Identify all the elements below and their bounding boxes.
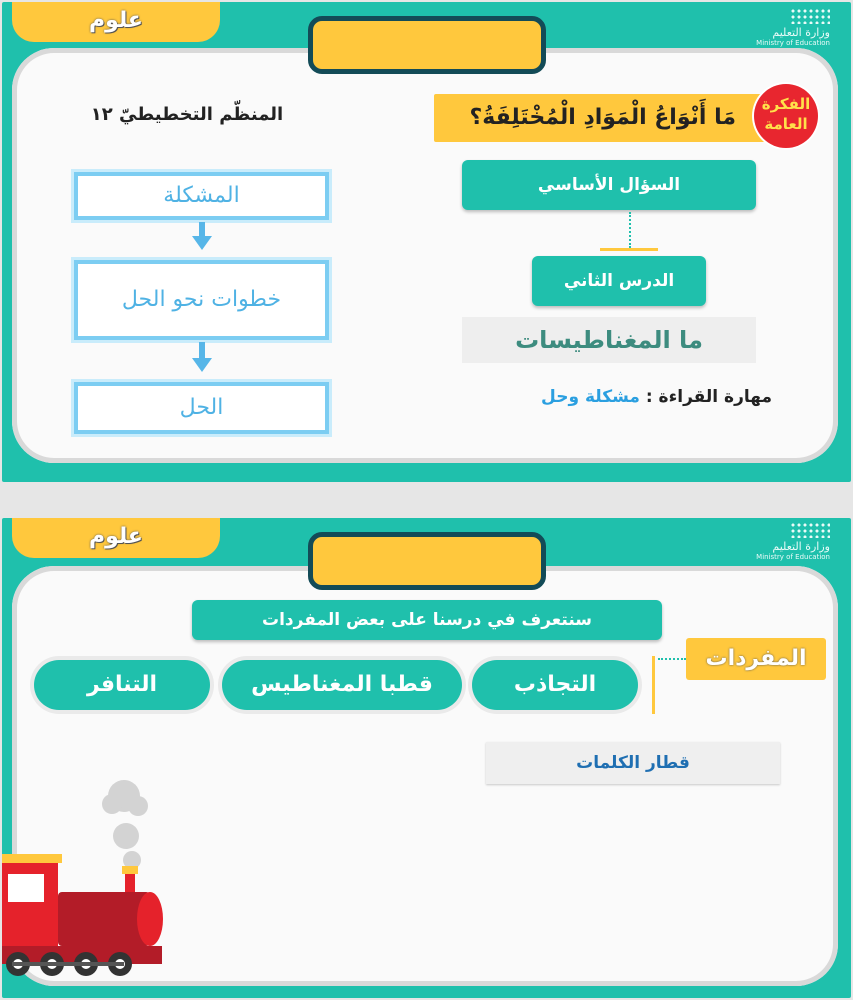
ministry-logo-icon <box>790 8 830 24</box>
ministry-logo <box>740 522 830 562</box>
intro-banner: سنتعرف في درسنا على بعض المفردات <box>192 600 662 640</box>
reading-skill-label: مهارة القراءة : <box>645 387 772 407</box>
reading-skill <box>472 382 772 412</box>
organizer-box-steps: خطوات نحو الحل <box>74 260 329 340</box>
vocab-connector <box>658 658 686 662</box>
big-idea-banner <box>434 94 796 142</box>
big-idea-question: مَا أَنْوَاعُ الْمَوَادِ الْمُخْتَلِفَةُ؟ <box>469 105 736 130</box>
slide-2 <box>2 518 851 998</box>
ministry-logo-icon <box>790 522 830 538</box>
flow-arrow-stem-1 <box>199 222 205 236</box>
lesson-title: ما المغناطيسات <box>462 317 756 363</box>
word-train-label: قطار الكلمات <box>486 742 780 784</box>
flow-arrow-down-icon <box>192 358 212 372</box>
lesson-title-box <box>308 532 546 590</box>
organizer-box-problem: المشكلة <box>74 172 329 220</box>
slide-1 <box>2 2 851 482</box>
lesson-number-button[interactable]: الدرس الثاني <box>532 256 706 306</box>
subject-tab: علوم <box>12 2 220 42</box>
reading-skill-value: مشكلة وحل <box>541 387 640 407</box>
ministry-name-en: Ministry of Education <box>756 553 830 561</box>
vocab-term-repulsion[interactable]: التنافر <box>34 660 210 710</box>
organizer-box-solution: الحل <box>74 382 329 434</box>
flow-arrow-down-icon <box>192 236 212 250</box>
connector-dotted <box>629 212 631 248</box>
ministry-logo <box>740 8 830 48</box>
vocab-term-magnet-poles[interactable]: قطبا المغناطيس <box>222 660 462 710</box>
flow-arrow-stem-2 <box>199 342 205 358</box>
ministry-name-en: Ministry of Education <box>756 39 830 47</box>
organizer-title: المنظّم التخطيطيّ ١٢ <box>90 104 284 125</box>
vocab-bracket <box>652 656 655 714</box>
big-idea-badge-text: الفكرة العامة <box>761 95 811 133</box>
big-idea-badge <box>754 84 818 148</box>
subject-tab: علوم <box>12 518 220 558</box>
connector-yellow <box>600 248 658 251</box>
essential-question-button[interactable]: السؤال الأساسي <box>462 160 756 210</box>
train-icon <box>2 774 177 984</box>
vocab-label: المفردات <box>686 638 826 680</box>
lesson-title-box <box>308 16 546 74</box>
ministry-name-ar: وزارة التعليم <box>772 540 830 553</box>
vocab-term-attraction[interactable]: التجاذب <box>472 660 638 710</box>
ministry-name-ar: وزارة التعليم <box>772 26 830 39</box>
